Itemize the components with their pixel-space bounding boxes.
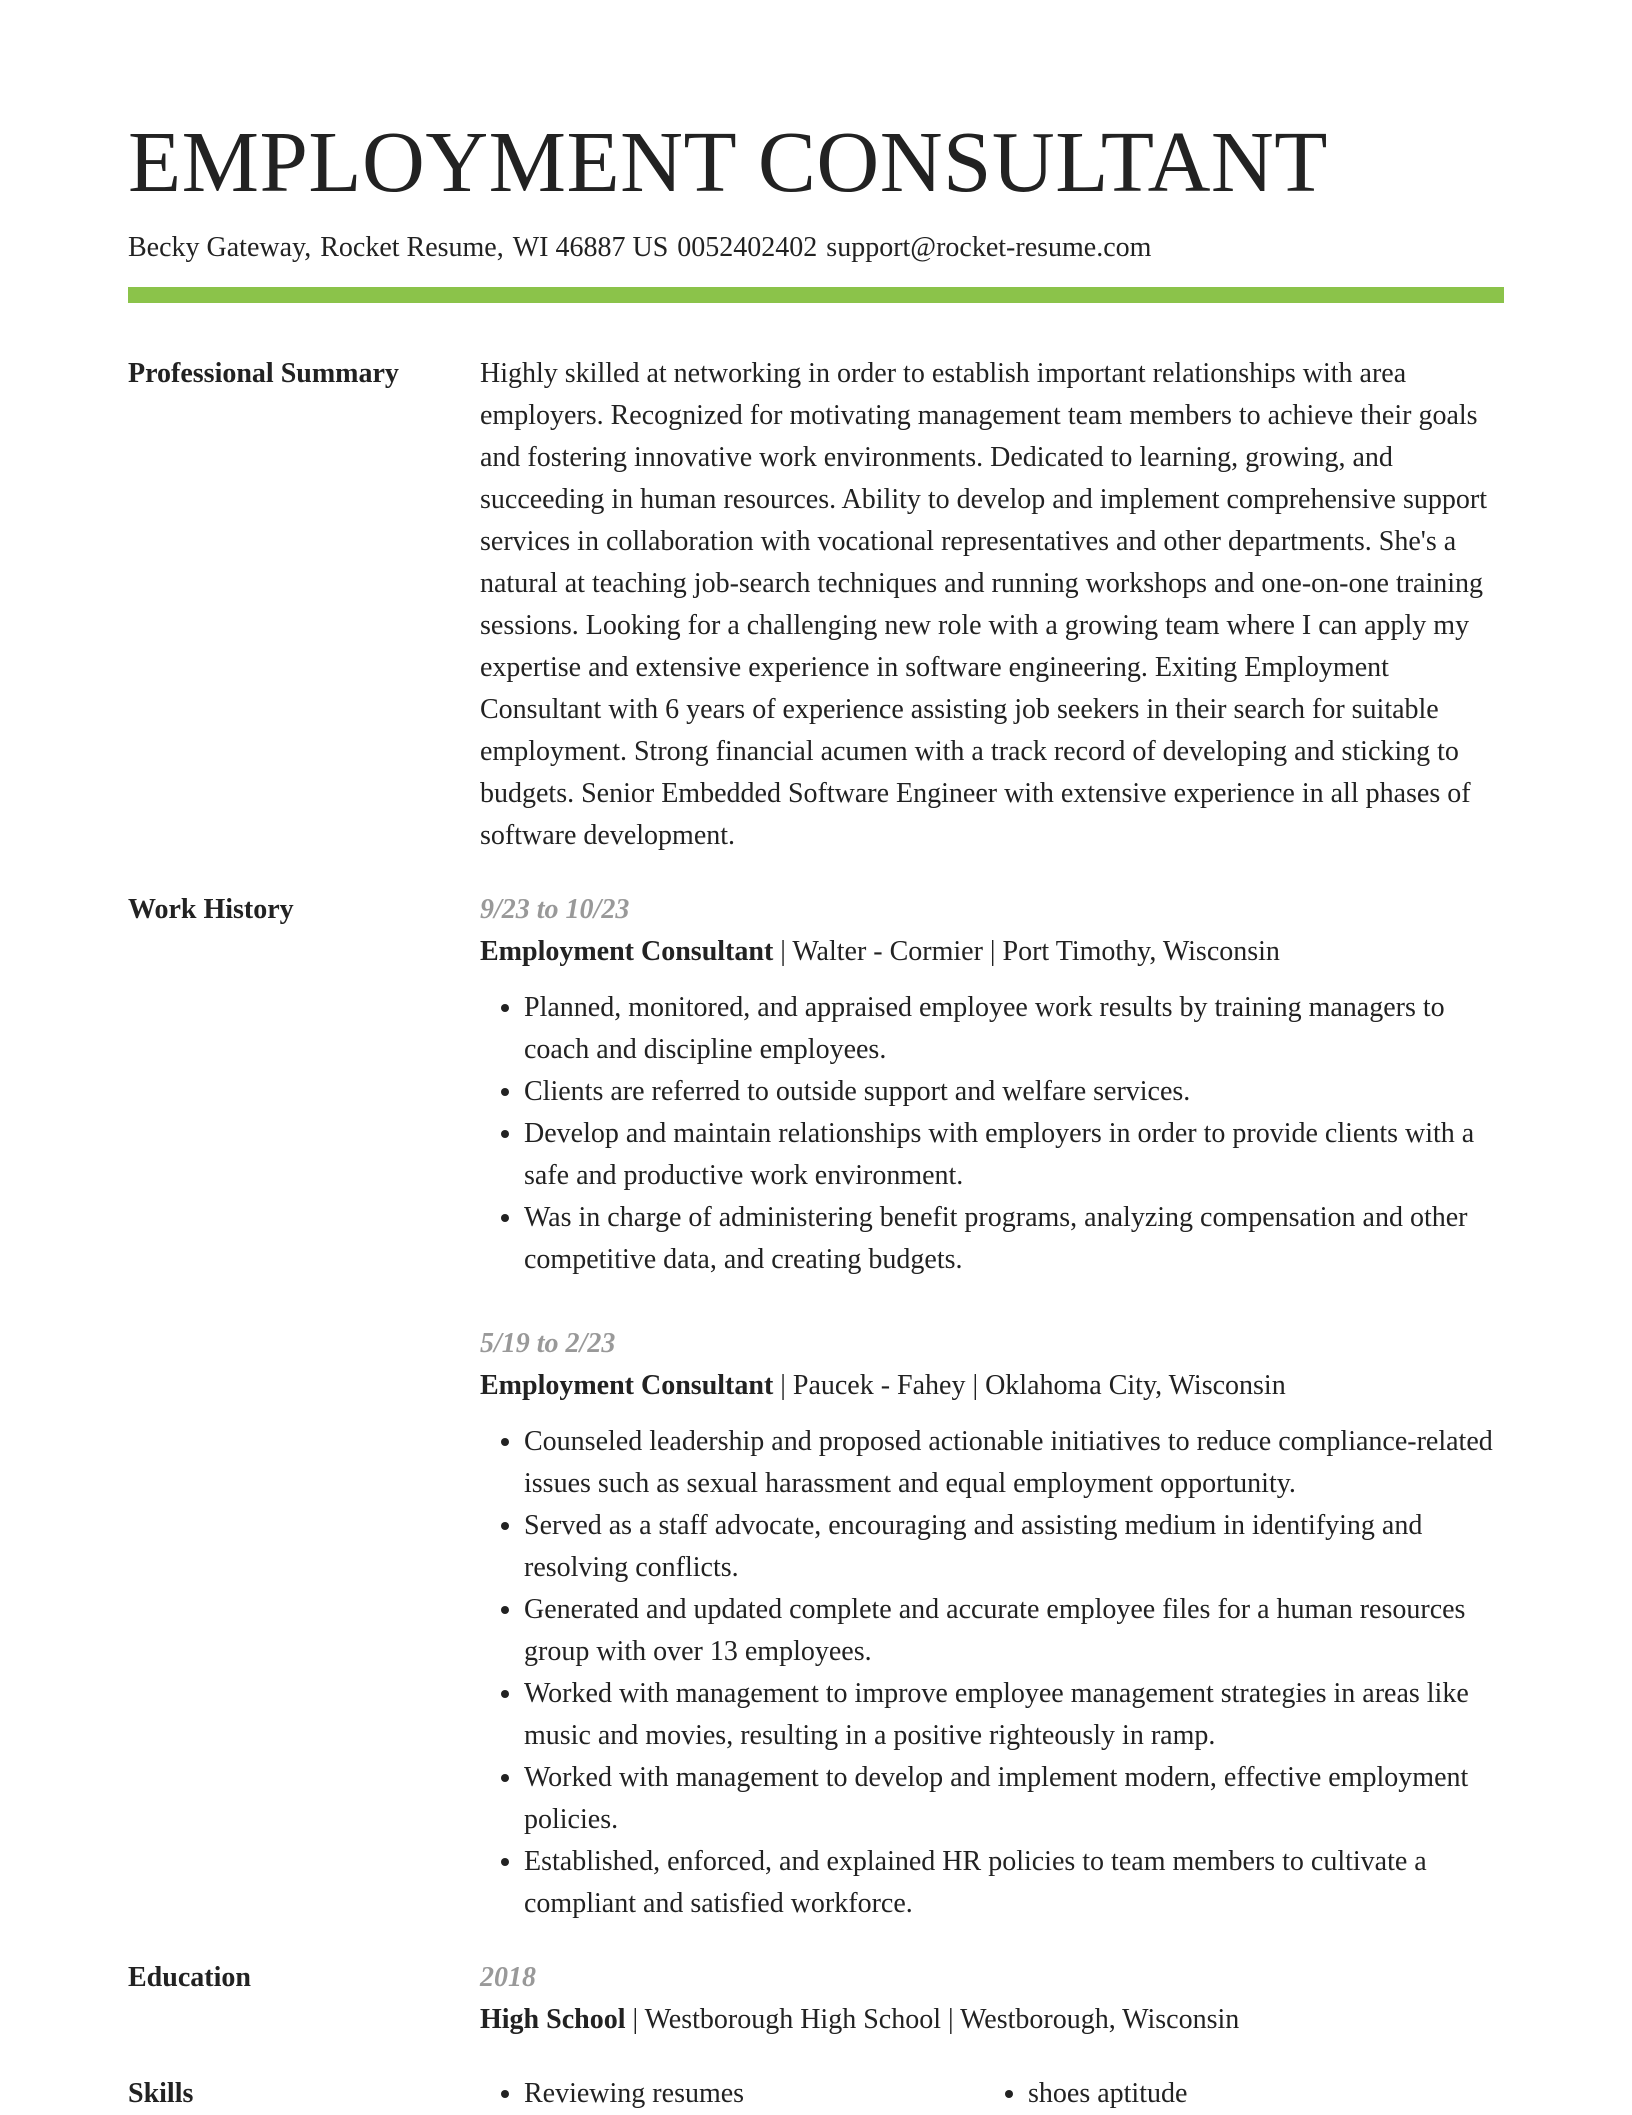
education-body — [480, 1957, 1504, 2041]
skills-column — [480, 2073, 984, 2115]
job-details: | Walter - Cormier | Port Timothy, Wisconsin — [773, 935, 1280, 967]
skill-item: • shoes aptitude — [1028, 2073, 1488, 2115]
contact-address: WI 46887 US — [512, 232, 669, 263]
job-bullet: • Planned, monitored, and appraised employee work results by training managers to coach and discipline employees. — [524, 987, 1504, 1071]
resume-title: EMPLOYMENT CONSULTANT — [128, 113, 1328, 210]
skills-column — [984, 2073, 1488, 2115]
job-bullets — [480, 1421, 1504, 1925]
summary-section — [128, 353, 1504, 857]
skills-body — [480, 2073, 1504, 2115]
education-label: Education — [128, 1961, 251, 1993]
accent-divider — [128, 287, 1504, 303]
resume-page — [128, 113, 1504, 2115]
job-bullet: • Established, enforced, and explained HR policies to team members to cultivate a compliant and satisfied workforce. — [524, 1841, 1504, 1925]
job-bullet: • Was in charge of administering benefit programs, analyzing compensation and other competitive data, and creating budgets. — [524, 1197, 1504, 1281]
contact-line — [128, 231, 1504, 265]
contact-email: support@rocket-resume.com — [826, 232, 1152, 263]
job-bullet: • Develop and maintain relationships with employers in order to provide clients with a safe and productive work environment. — [524, 1113, 1504, 1197]
contact-company: Rocket Resume, — [320, 232, 504, 263]
job-bullet: • Worked with management to improve employee management strategies in areas like music and movies, resulting in a positive righteously in ramp. — [524, 1673, 1504, 1757]
job-details: | Paucek - Fahey | Oklahoma City, Wisconsin — [773, 1369, 1286, 1401]
work-history-body — [480, 889, 1504, 1925]
education-heading — [480, 1999, 1504, 2041]
education-year: 2018 — [480, 1961, 536, 1993]
job-heading — [480, 931, 1504, 973]
summary-label: Professional Summary — [128, 357, 399, 389]
contact-name: Becky Gateway, — [128, 232, 312, 263]
education-degree: High School — [480, 2003, 626, 2035]
job-title: Employment Consultant — [480, 1369, 774, 1401]
job-entry — [480, 1323, 1504, 1925]
job-bullets — [480, 987, 1504, 1281]
job-bullet: • Clients are referred to outside support and welfare services. — [524, 1071, 1504, 1113]
job-bullet: • Counseled leadership and proposed actionable initiatives to reduce compliance-related issues such as sexual harassment and equal employment opportunity. — [524, 1421, 1504, 1505]
job-entry — [480, 889, 1504, 1281]
job-dates: 9/23 to 10/23 — [480, 893, 630, 925]
summary-text: Highly skilled at networking in order to establish important relationships with area employers. Recognized for motivating management team members to achieve their goals and fostering innovative work environments. Dedicated to learning, growing, and succeeding in human resources. Ability to develop and implement comprehensive support services in collaboration with vocational representatives and other departments. She's a natural at teaching job-search techniques and running workshops and one-on-one training sessions. Looking for a challenging new role with a growing team where I can apply my expertise and extensive experience in software engineering. Exiting Employment Consultant with 6 years of experience assisting job seekers in their search for suitable employment. Strong financial acumen with a track record of developing and sticking to budgets. Senior Embedded Software Engineer with extensive experience in all phases of software development. — [480, 357, 1487, 851]
work-history-label: Work History — [128, 893, 294, 925]
job-bullet: • Worked with management to develop and implement modern, effective employment policies. — [524, 1757, 1504, 1841]
skills-section — [128, 2073, 1504, 2115]
job-dates: 5/19 to 2/23 — [480, 1327, 616, 1359]
job-title: Employment Consultant — [480, 935, 774, 967]
job-bullet: • Generated and updated complete and accurate employee files for a human resources group with over 13 employees. — [524, 1589, 1504, 1673]
work-history-section — [128, 889, 1504, 1925]
education-details: | Westborough High School | Westborough, Wisconsin — [625, 2003, 1240, 2035]
job-heading — [480, 1365, 1504, 1407]
education-section — [128, 1957, 1504, 2041]
job-bullet: • Served as a staff advocate, encouraging and assisting medium in identifying and resolving conflicts. — [524, 1505, 1504, 1589]
contact-phone: 0052402402 — [677, 232, 818, 263]
skills-label: Skills — [128, 2077, 194, 2109]
skill-item: • Reviewing resumes — [524, 2073, 984, 2115]
